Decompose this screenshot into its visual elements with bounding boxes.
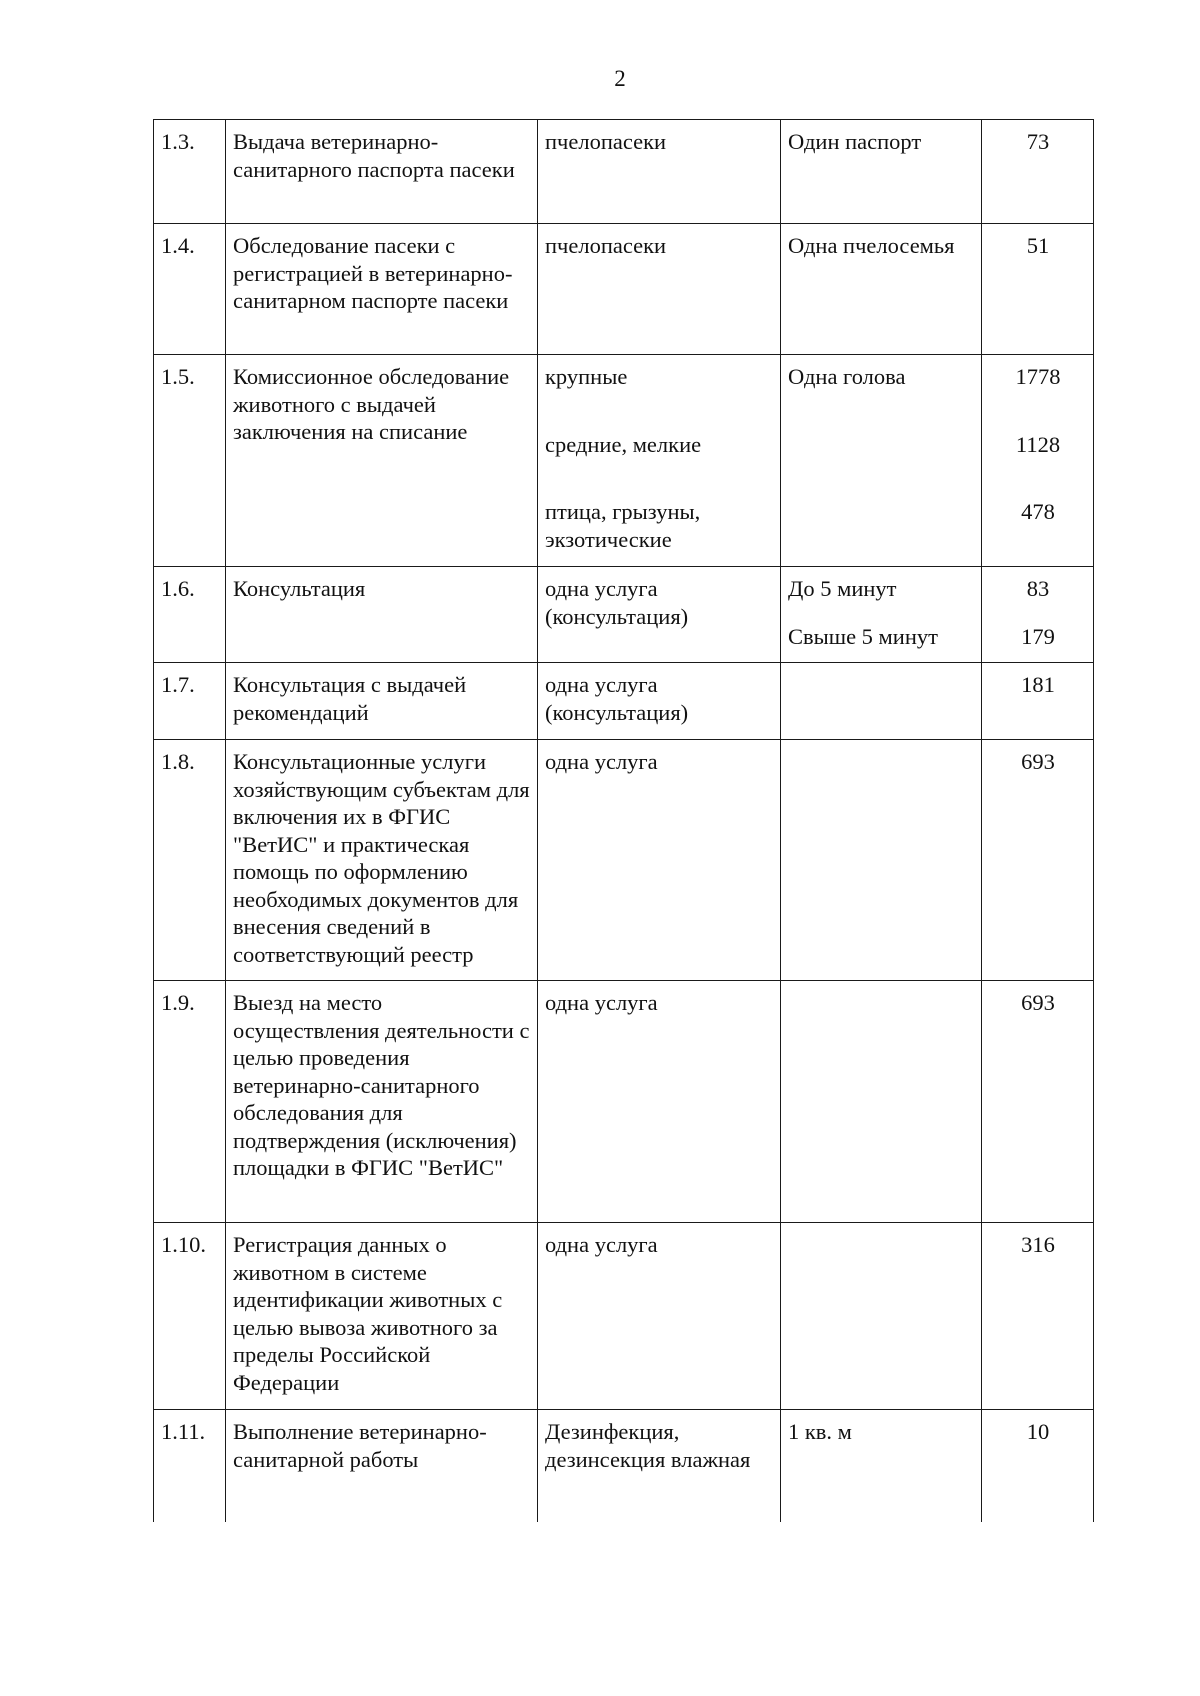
- object-category: одна услуга (консультация): [538, 663, 781, 740]
- service-name: Комиссионное обследование животного с выдачей заключения на списание: [226, 355, 538, 567]
- object-category: Дезинфекция, дезинсекция влажная: [538, 1410, 781, 1523]
- unit-of-measure: [781, 981, 982, 1223]
- service-name: Обследование пасеки с регистрацией в ветеринарно-санитарном паспорте пасеки: [226, 224, 538, 355]
- row-number: 1.9.: [154, 981, 226, 1223]
- table-row: [154, 120, 1094, 224]
- price-value: 1128: [1015, 431, 1061, 457]
- service-name: Консультационные услуги хозяйствующим субъектам для включения их в ФГИС "ВетИС" и практическая помощь по оформлению необходимых документов для внесения сведений в соответствующий реестр: [226, 740, 538, 981]
- object-category: одна услуга (консультация): [538, 567, 781, 663]
- table-row: [154, 1223, 1094, 1410]
- unit-of-measure: До 5 минут: [788, 576, 897, 601]
- object-category: птица, грызуны, экзотические: [545, 499, 701, 552]
- object-category: крупные: [545, 364, 628, 389]
- row-number: 1.10.: [154, 1223, 226, 1410]
- price-value: 693: [982, 981, 1094, 1223]
- service-name: Регистрация данных о животном в системе идентификации животных с целью вывоза животного за пределы Российской Федерации: [226, 1223, 538, 1410]
- row-number: 1.6.: [154, 567, 226, 663]
- price-value: 316: [982, 1223, 1094, 1410]
- table-row: [154, 567, 1094, 663]
- object-categories: [538, 355, 781, 567]
- row-number: 1.4.: [154, 224, 226, 355]
- unit-of-measure: [781, 1223, 982, 1410]
- table-row: [154, 663, 1094, 740]
- row-number: 1.8.: [154, 740, 226, 981]
- price-table: [153, 119, 1094, 1522]
- service-name: Выезд на место осуществления деятельности с целью проведения ветеринарно-санитарного обследования для подтверждения (исключения) площадки в ФГИС "ВетИС": [226, 981, 538, 1223]
- unit-of-measure: [781, 663, 982, 740]
- price-value: 1778: [1015, 364, 1061, 389]
- row-number: 1.5.: [154, 355, 226, 567]
- object-category: пчелопасеки: [538, 224, 781, 355]
- price-value: 73: [982, 120, 1094, 224]
- price-values: [982, 355, 1094, 567]
- table-row: [154, 1410, 1094, 1523]
- object-category: одна услуга: [538, 981, 781, 1223]
- row-number: 1.7.: [154, 663, 226, 740]
- price-value: 10: [982, 1410, 1094, 1523]
- object-category: пчелопасеки: [538, 120, 781, 224]
- unit-of-measure: 1 кв. м: [781, 1410, 982, 1523]
- row-number: 1.3.: [154, 120, 226, 224]
- service-name: Консультация: [226, 567, 538, 663]
- price-values: [982, 567, 1094, 663]
- object-category: одна услуга: [538, 740, 781, 981]
- unit-of-measure: [781, 740, 982, 981]
- service-name: Консультация с выдачей рекомендаций: [226, 663, 538, 740]
- service-name: Выдача ветеринарно-санитарного паспорта пасеки: [226, 120, 538, 224]
- price-value: 181: [982, 663, 1094, 740]
- table-row: [154, 981, 1094, 1223]
- page-number: 2: [614, 66, 626, 91]
- price-value: 693: [982, 740, 1094, 981]
- price-value: 179: [1021, 623, 1055, 649]
- object-category: средние, мелкие: [545, 431, 702, 457]
- unit-of-measure: Одна пчелосемья: [781, 224, 982, 355]
- price-value: 83: [1026, 576, 1050, 601]
- unit-of-measure: Один паспорт: [781, 120, 982, 224]
- row-number: 1.11.: [154, 1410, 226, 1523]
- service-name: Выполнение ветеринарно-санитарной работы: [226, 1410, 538, 1523]
- table-row: [154, 740, 1094, 981]
- units-of-measure: [781, 567, 982, 663]
- table-row: [154, 355, 1094, 567]
- table-row: [154, 224, 1094, 355]
- unit-of-measure: Одна голова: [781, 355, 982, 567]
- object-category: одна услуга: [538, 1223, 781, 1410]
- unit-of-measure: Свыше 5 минут: [788, 623, 938, 649]
- price-value: 478: [1021, 499, 1055, 524]
- price-value: 51: [982, 224, 1094, 355]
